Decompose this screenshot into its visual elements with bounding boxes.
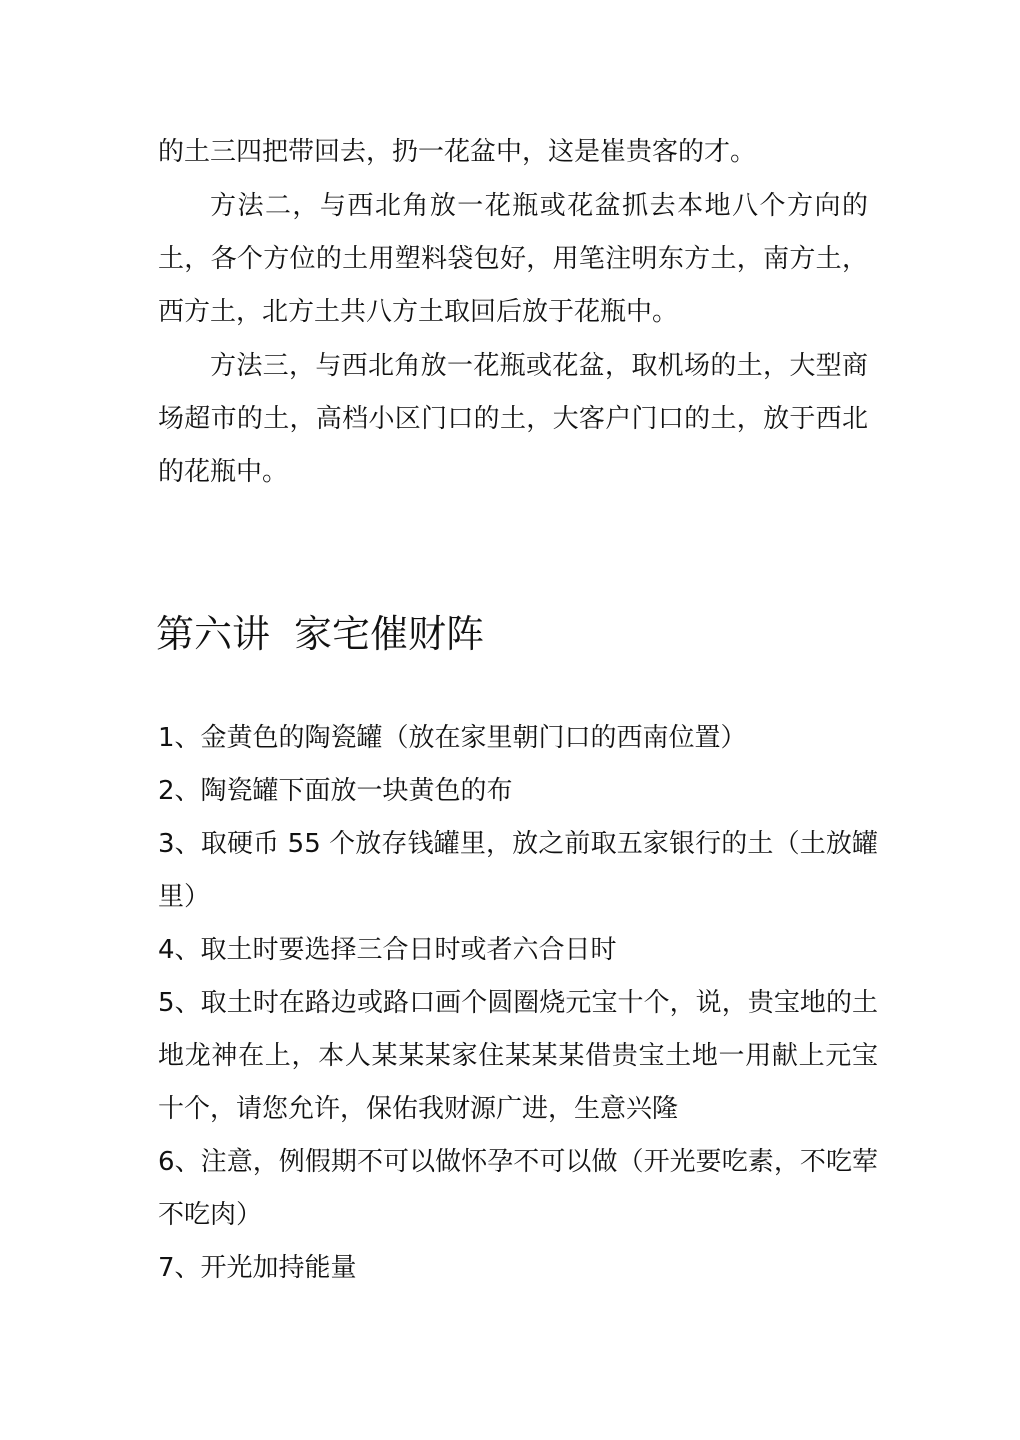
method-three-paragraph: 方法三，与西北角放一花瓶或花盆，取机场的土，大型商场超市的土，高档小区门口的土，大客户门口的土，放于西北的花瓶中。 xyxy=(158,351,868,487)
continuation-paragraph: 的土三四把带回去，扔一花盆中，这是崔贵客的才。 xyxy=(158,137,757,167)
list-item: 2、陶瓷罐下面放一块黄色的布 xyxy=(158,776,513,806)
list-item: 7、开光加持能量 xyxy=(158,1253,357,1283)
method-two-paragraph: 方法二，与西北角放一花瓶或花盆抓去本地八个方向的土，各个方位的土用塑料袋包好，用笔注明东方土，南方土，西方土，北方土共八方土取回后放于花瓶中。 xyxy=(158,191,868,327)
list-item: 5、取土时在路边或路口画个圆圈烧元宝十个，说，贵宝地的土地龙神在上，本人某某某家住某某某借贵宝土地一用献上元宝十个，请您允许，保佑我财源广进，生意兴隆 xyxy=(158,988,878,1124)
list-item: 4、取土时要选择三合日时或者六合日时 xyxy=(158,935,617,965)
list-item: 6、注意，例假期不可以做怀孕不可以做（开光要吃素，不吃荤不吃肉） xyxy=(158,1147,878,1230)
list-item: 1、金黄色的陶瓷罐（放在家里朝门口的西南位置） xyxy=(158,723,747,753)
list-item: 3、取硬币 55 个放存钱罐里，放之前取五家银行的土（土放罐里） xyxy=(158,829,878,912)
section-title: 第六讲 xyxy=(156,612,271,656)
section-subtitle: 家宅催财阵 xyxy=(294,612,485,656)
section-heading xyxy=(156,606,484,662)
steps-list xyxy=(158,712,878,1295)
